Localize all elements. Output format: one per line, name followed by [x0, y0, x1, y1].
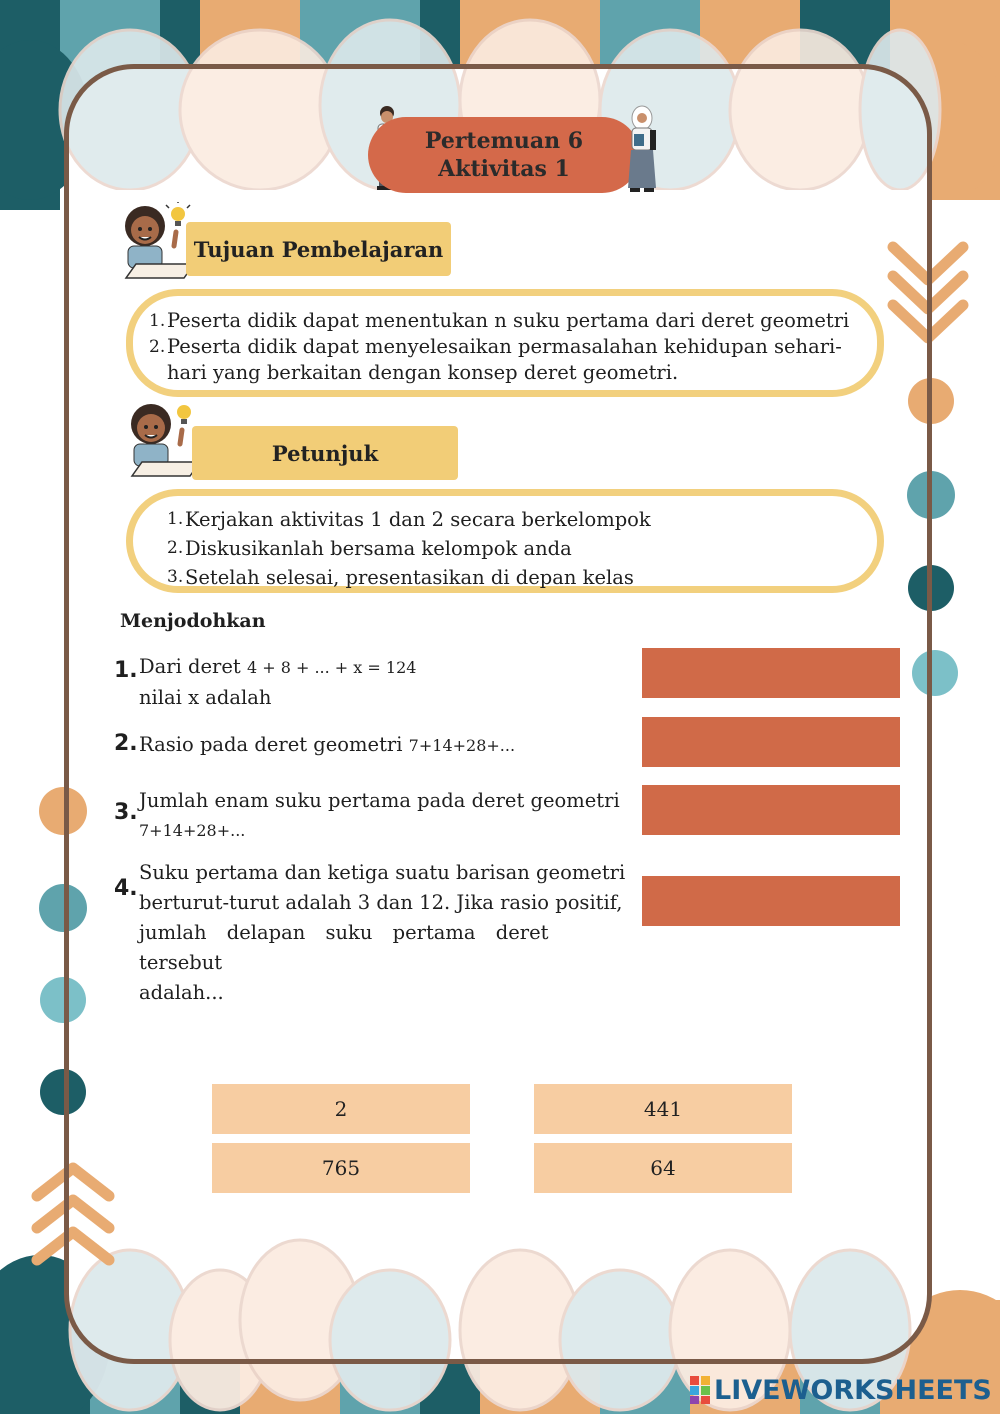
question-number-4: 4.: [114, 876, 138, 901]
answer-option-2[interactable]: 441: [534, 1084, 792, 1134]
answer-drop-slot-1[interactable]: [642, 648, 900, 698]
question-2-text-a: Rasio pada deret geometri: [139, 733, 409, 756]
answer-option-4[interactable]: 64: [534, 1143, 792, 1193]
question-number-1: 1.: [114, 658, 138, 683]
question-4-line-1: Suku pertama dan ketiga suatu barisan geometri: [139, 861, 626, 884]
page-title: [368, 117, 640, 193]
answer-drop-slot-2[interactable]: [642, 717, 900, 767]
objective-text-1: Peserta didik dapat menentukan n suku pertama dari deret geometri: [167, 309, 850, 332]
question-1-expression: 4 + 8 + ... + x = 124: [246, 658, 417, 677]
instruction-number-2: 2.: [167, 538, 184, 558]
instruction-item-1: [167, 505, 877, 534]
objective-number-2: 2.: [149, 337, 166, 357]
question-text-3: [139, 786, 639, 846]
question-number-3: 3.: [114, 800, 138, 825]
instruction-number-3: 3.: [167, 567, 184, 587]
instruction-text-1: Kerjakan aktivitas 1 dan 2 secara berkelompok: [185, 508, 651, 531]
answer-option-3[interactable]: 765: [212, 1143, 470, 1193]
question-4-line-2: berturut-turut adalah 3 dan 12. Jika rasio positif,: [139, 891, 623, 914]
question-1-text-a: Dari deret: [139, 655, 247, 678]
objectives-heading: Tujuan Pembelajaran: [186, 222, 451, 276]
liveworksheets-text: LIVEWORKSHEETS: [714, 1374, 992, 1406]
title-line-1: Pertemuan 6: [424, 128, 584, 154]
title-line-2: Aktivitas 1: [438, 156, 570, 182]
objective-text-2-line-1: Peserta didik dapat menyelesaikan permasalahan kehidupan sehari-: [167, 335, 842, 358]
instruction-text-3: Setelah selesai, presentasikan di depan kelas: [185, 566, 634, 589]
question-text-1: [139, 652, 629, 713]
student-girl-icon: [620, 104, 664, 194]
objective-item-2: [149, 334, 877, 386]
matching-heading: Menjodohkan: [120, 610, 266, 632]
question-text-4: [139, 858, 639, 1008]
question-2-expression: 7+14+28+...: [408, 736, 516, 755]
instruction-number-1: 1.: [167, 509, 184, 529]
liveworksheets-watermark: [690, 1372, 992, 1408]
answer-drop-slot-4[interactable]: [642, 876, 900, 926]
answer-option-1[interactable]: 2: [212, 1084, 470, 1134]
objective-number-1: 1.: [149, 311, 166, 331]
question-4-line-3-text: jumlah delapan suku pertama deret tersebut: [139, 921, 549, 974]
instruction-item-3: [167, 563, 877, 592]
question-number-2: 2.: [114, 731, 138, 756]
objective-item-1: [149, 308, 877, 334]
answer-drop-slot-3[interactable]: [642, 785, 900, 835]
instructions-box: [126, 489, 884, 593]
objectives-list: [149, 308, 877, 386]
question-4-line-3: [139, 918, 638, 978]
liveworksheets-logo-icon: [690, 1376, 710, 1404]
objective-text-2-line-2: hari yang berkaitan dengan konsep deret geometri.: [167, 361, 679, 384]
question-3-text-a: Jumlah enam suku pertama pada deret geometri: [139, 789, 620, 812]
instructions-heading: Petunjuk: [192, 426, 458, 480]
instruction-text-2: Diskusikanlah bersama kelompok anda: [185, 537, 572, 560]
question-text-2: [139, 730, 629, 761]
objectives-box: [126, 289, 884, 397]
question-4-line-4: adalah...: [139, 981, 224, 1004]
instruction-item-2: [167, 534, 877, 563]
question-3-expression: 7+14+28+...: [139, 821, 246, 840]
instructions-list: [167, 505, 877, 592]
question-1-text-b: nilai x adalah: [139, 686, 272, 709]
